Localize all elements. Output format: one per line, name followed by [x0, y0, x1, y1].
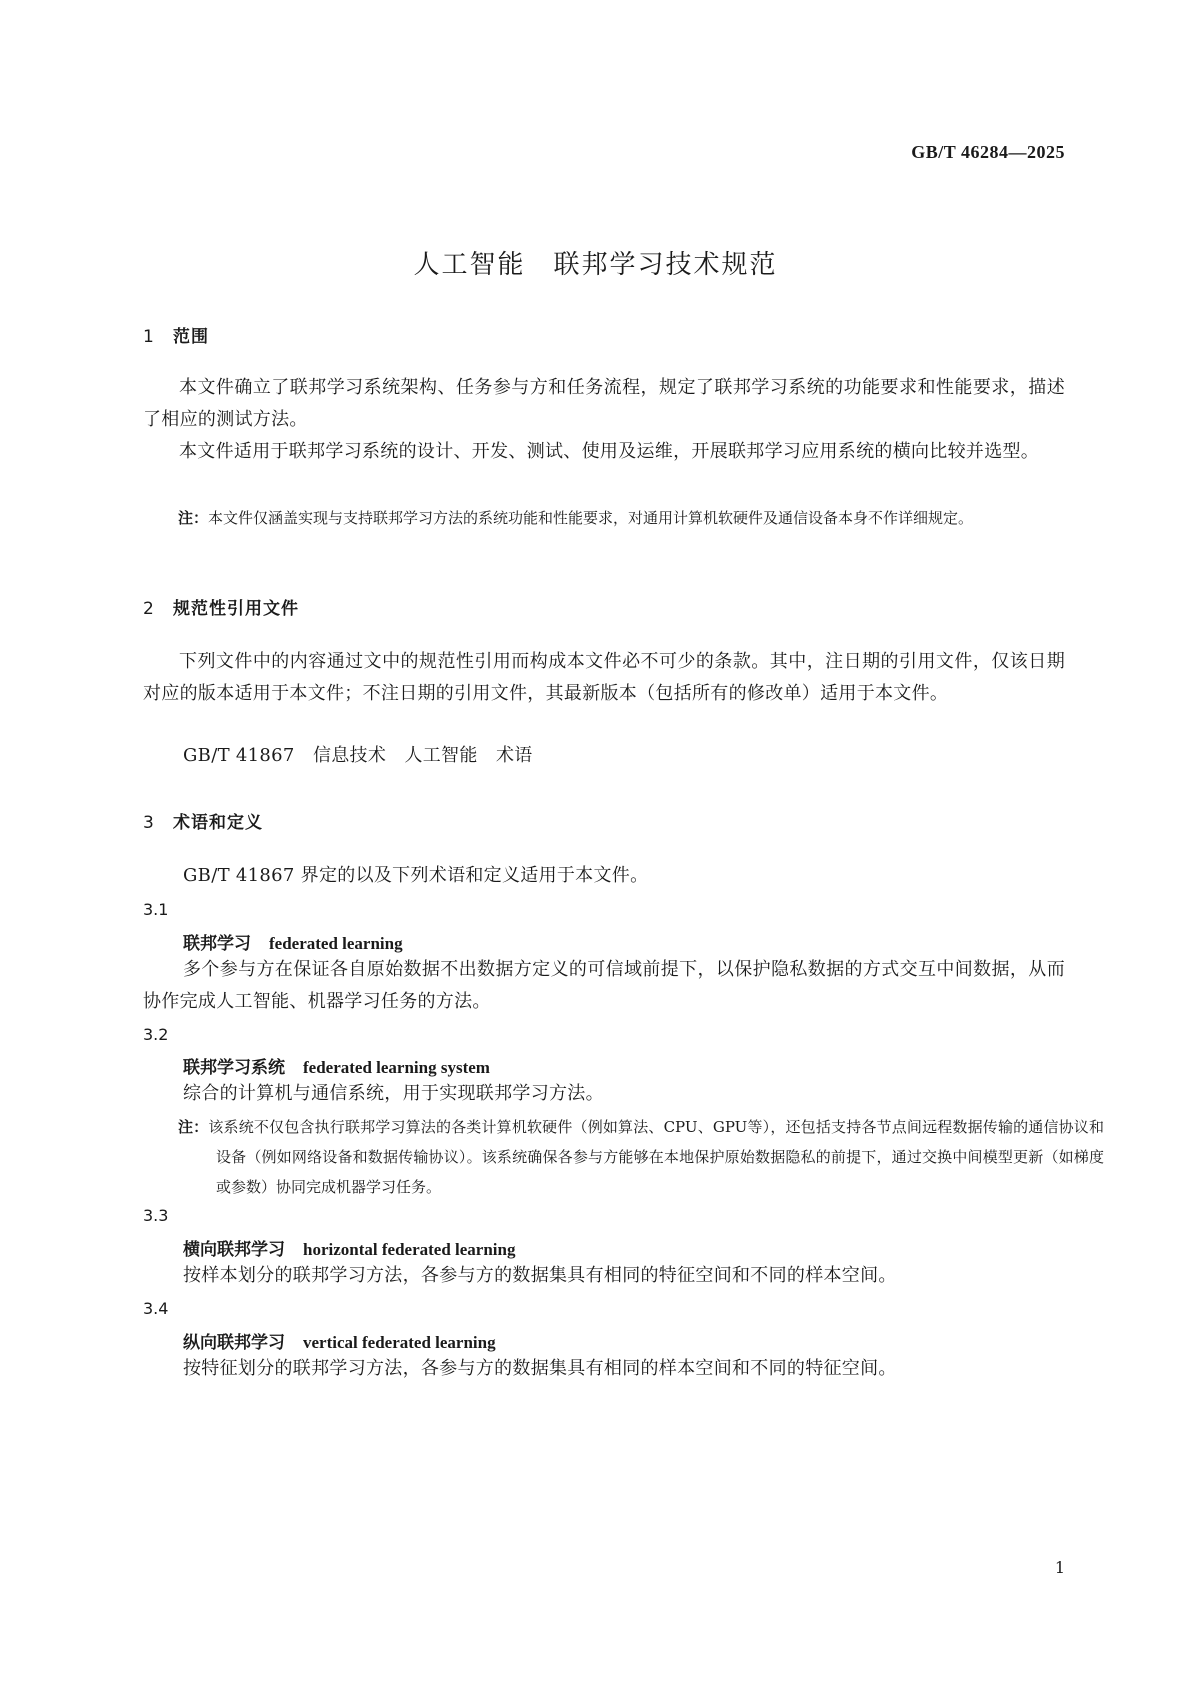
section-1-note	[178, 503, 1104, 533]
section-2-paragraph-1: 下列文件中的内容通过文中的规范性引用而构成本文件必不可少的条款。其中，注日期的引用文件，仅该日期对应的版本适用于本文件；不注日期的引用文件，其最新版本（包括所有的修改单）适用于本文件。	[143, 651, 1065, 704]
term-english: federated learning system	[303, 1058, 490, 1077]
section-title: 规范性引用文件	[173, 599, 299, 619]
term-english: federated learning	[269, 934, 403, 953]
term-chinese: 纵向联邦学习	[183, 1333, 285, 1353]
note-label: 注：	[178, 509, 209, 527]
term-definition: 按样本划分的联邦学习方法，各参与方的数据集具有相同的特征空间和不同的样本空间。	[183, 1265, 897, 1286]
term-definition: 按特征划分的联邦学习方法，各参与方的数据集具有相同的样本空间和不同的特征空间。	[183, 1358, 897, 1379]
document-title: 人工智能 联邦学习技术规范	[413, 250, 778, 280]
note-label: 注：	[178, 1118, 209, 1136]
term-heading	[183, 929, 403, 954]
term-heading	[183, 1328, 496, 1353]
term-number: 3.3	[143, 1206, 169, 1225]
term-chinese: 联邦学习系统	[183, 1058, 285, 1078]
section-1-paragraph-2: 本文件适用于联邦学习系统的设计、开发、测试、使用及运维，开展联邦学习应用系统的横向比较并选型。	[179, 441, 1040, 462]
section-title: 术语和定义	[173, 813, 263, 833]
section-3-heading	[143, 808, 263, 833]
term-heading	[183, 1235, 515, 1260]
standard-number: GB/T 46284—2025	[911, 142, 1065, 162]
normative-reference: GB/T 41867 信息技术 人工智能 术语	[183, 745, 533, 766]
term-number: 3.2	[143, 1025, 169, 1044]
section-2-heading	[143, 594, 299, 619]
section-title: 范围	[173, 327, 209, 347]
term-definition: 综合的计算机与通信系统，用于实现联邦学习方法。	[183, 1083, 604, 1104]
note-text: 本文件仅涵盖实现与支持联邦学习方法的系统功能和性能要求，对通用计算机软硬件及通信设备本身不作详细规定。	[208, 509, 974, 527]
term-number: 3.4	[143, 1299, 169, 1318]
section-1-heading	[143, 322, 209, 347]
section-3-intro: GB/T 41867 界定的以及下列术语和定义适用于本文件。	[183, 865, 649, 886]
section-number: 2	[143, 599, 155, 619]
note-text: 该系统不仅包含执行联邦学习算法的各类计算机软硬件（例如算法、CPU、GPU等），还包括支持各节点间远程数据传输的通信协议和设备（例如网络设备和数据传输协议）。该系统确保各参与方能够在本地保护原始数据隐私的前提下，通过交换中间模型更新（如梯度或参数）协同完成机器学习任务。	[208, 1118, 1104, 1196]
term-note	[178, 1112, 1104, 1202]
page-number: 1	[1054, 1558, 1065, 1577]
section-number: 1	[143, 327, 155, 347]
term-definition: 多个参与方在保证各自原始数据不出数据方定义的可信域前提下，以保护隐私数据的方式交互中间数据，从而协作完成人工智能、机器学习任务的方法。	[143, 959, 1065, 1012]
term-heading	[183, 1053, 490, 1078]
term-number: 3.1	[143, 900, 169, 919]
section-number: 3	[143, 813, 155, 833]
term-chinese: 联邦学习	[183, 934, 251, 954]
term-chinese: 横向联邦学习	[183, 1240, 285, 1260]
term-english: horizontal federated learning	[303, 1240, 516, 1259]
term-english: vertical federated learning	[303, 1333, 496, 1352]
section-1-paragraph-1: 本文件确立了联邦学习系统架构、任务参与方和任务流程，规定了联邦学习系统的功能要求和性能要求，描述了相应的测试方法。	[143, 377, 1065, 430]
